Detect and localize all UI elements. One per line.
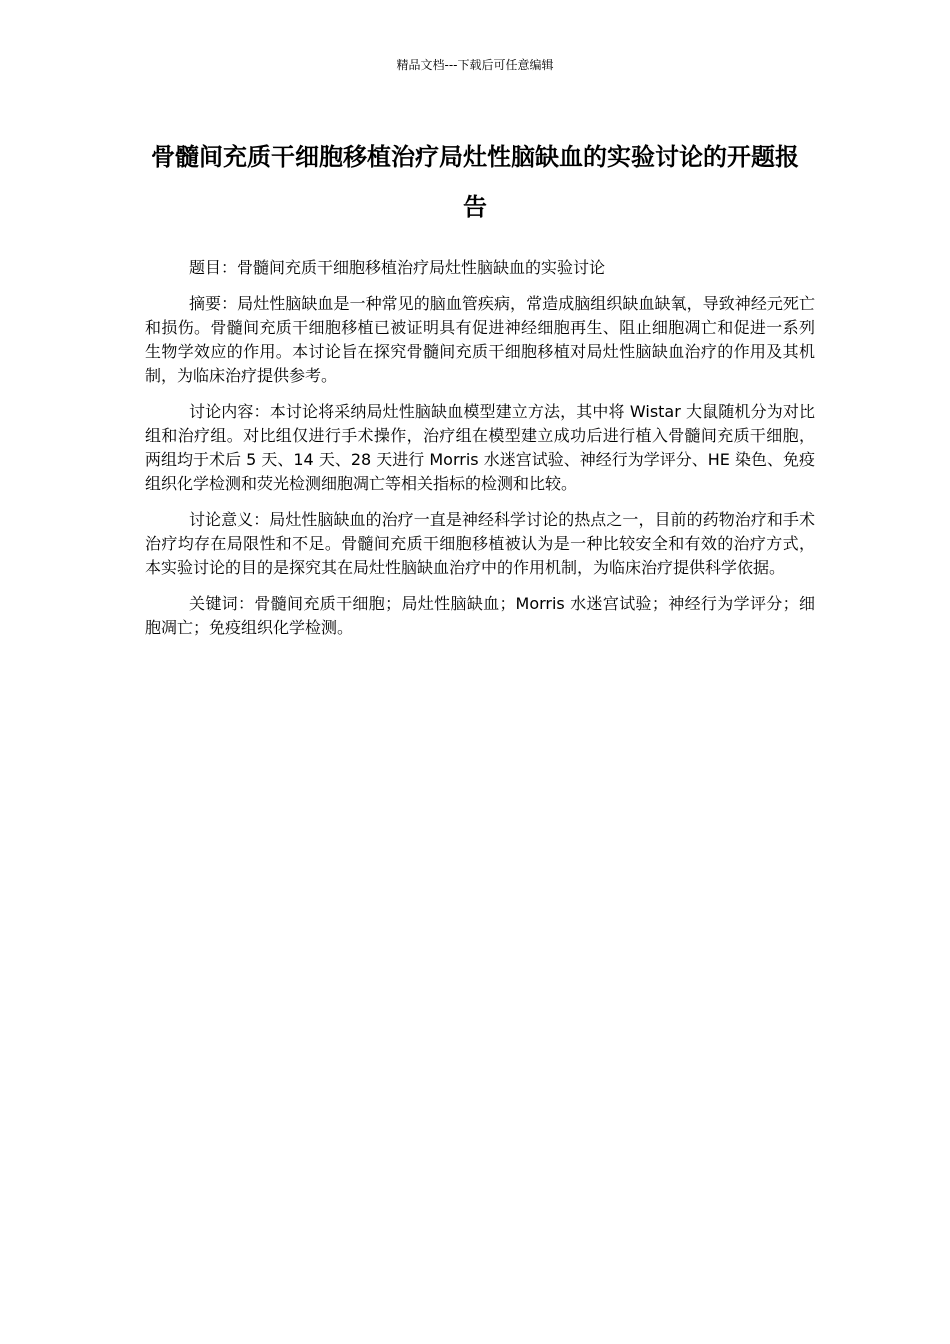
keywords-paragraph xyxy=(145,592,815,640)
keywords-text: 骨髓间充质干细胞；局灶性脑缺血；Morris 水迷宫试验；神经行为学评分；细胞凋亡；免疫组织化学检测。 xyxy=(145,594,815,637)
page-header: 精品文档---下载后可任意编辑 xyxy=(396,58,554,72)
significance-text: 局灶性脑缺血的治疗一直是神经科学讨论的热点之一，目前的药物治疗和手术治疗均存在局限性和不足。骨髓间充质干细胞移植被认为是一种比较安全和有效的治疗方式，本实验讨论的目的是探究其在局灶性脑缺血治疗中的作用机制，为临床治疗提供科学依据。 xyxy=(145,510,815,577)
content-label: 讨论内容： xyxy=(189,402,270,421)
significance-paragraph xyxy=(145,508,815,580)
topic-label: 题目： xyxy=(189,258,238,277)
keywords-label: 关键词： xyxy=(189,594,255,613)
document-title: 骨髓间充质干细胞移植治疗局灶性脑缺血的实验讨论的开题报告 xyxy=(151,143,799,221)
content-paragraph xyxy=(145,400,815,496)
abstract-label: 摘要： xyxy=(189,294,238,313)
content-text: 本讨论将采纳局灶性脑缺血模型建立方法，其中将 Wistar 大鼠随机分为对比组和治疗组。对比组仅进行手术操作，治疗组在模型建立成功后进行植入骨髓间充质干细胞，两组均于术后 5 天、14 天、28 天进行 Morris 水迷宫试验、神经行为学评分、HE 染色、免疫组织化学检测和荧光检测细胞凋亡等相关指标的检测和比较。 xyxy=(145,402,815,493)
topic-text: 骨髓间充质干细胞移植治疗局灶性脑缺血的实验讨论 xyxy=(237,258,606,277)
significance-label: 讨论意义： xyxy=(189,510,270,529)
topic-paragraph xyxy=(145,256,815,280)
abstract-paragraph xyxy=(145,292,815,388)
document-body xyxy=(145,256,815,652)
abstract-text: 局灶性脑缺血是一种常见的脑血管疾病，常造成脑组织缺血缺氧，导致神经元死亡和损伤。骨髓间充质干细胞移植已被证明具有促进神经细胞再生、阻止细胞凋亡和促进一系列生物学效应的作用。本讨论旨在探究骨髓间充质干细胞移植对局灶性脑缺血治疗的作用及其机制，为临床治疗提供参考。 xyxy=(145,294,815,385)
